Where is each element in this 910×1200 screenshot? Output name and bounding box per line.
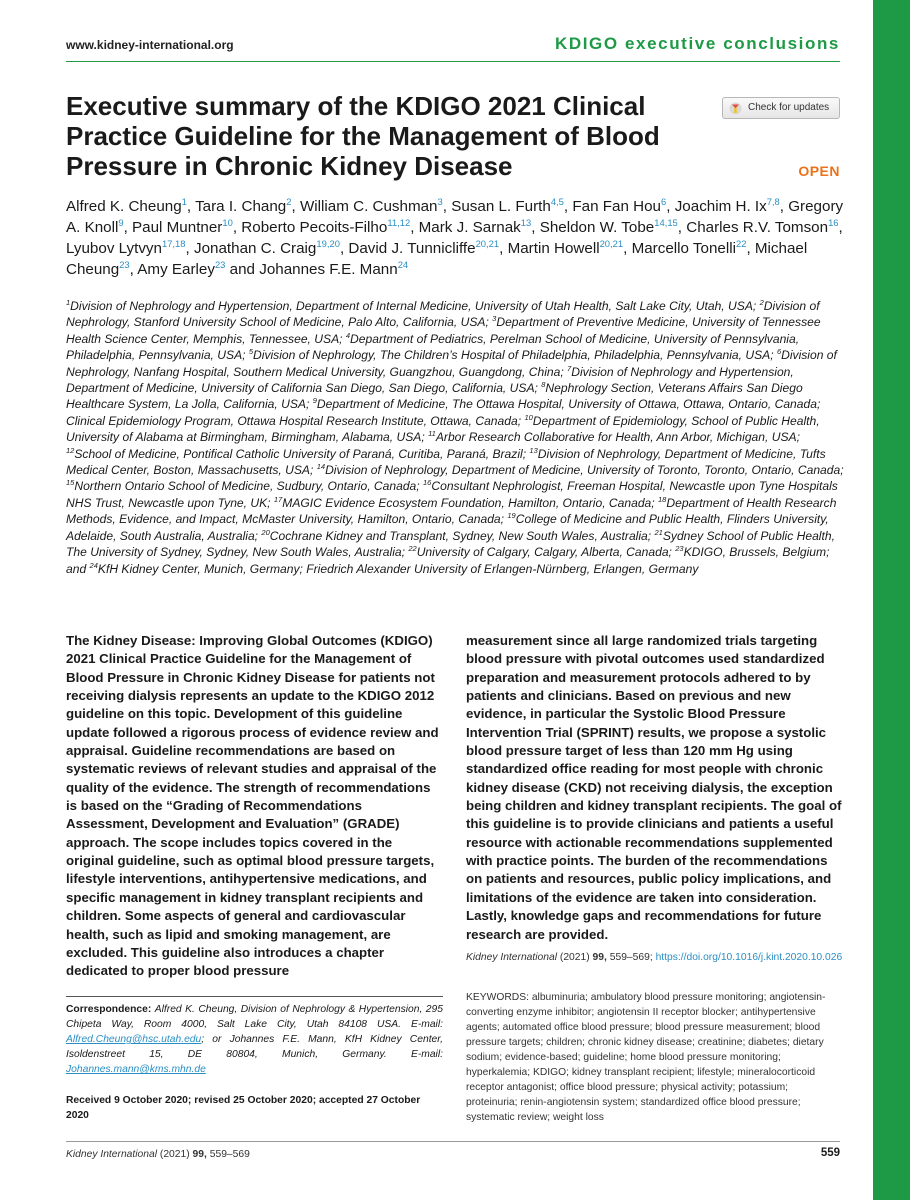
affiliation-text: Department of Epidemiology, School of Public Health, University of Alabama at Birmingham, Birmingham, Alabama, USA; <box>66 413 820 445</box>
author-name: David J. Tunnicliffe <box>348 240 476 257</box>
affiliation-number: 13 <box>529 445 538 455</box>
affiliation-text: Sydney School of Public Health, The University of Sydney, Sydney, New South Wales, Australia; <box>66 528 835 560</box>
affiliation-number: 23 <box>675 544 684 554</box>
author-name: Martin Howell <box>507 240 600 257</box>
author-affiliation-ref[interactable]: 16 <box>828 216 839 228</box>
author-name: Roberto Pecoits-Filho <box>241 219 388 236</box>
correspondence-text-2: ; or Johannes F.E. Mann, KfH Kidney Center, Isoldenstreet 15, DE 80804, Munich, Germany. E-mail: <box>66 1034 443 1061</box>
author-conjunction: and <box>229 261 255 278</box>
author-name: Marcello Tonelli <box>631 240 736 257</box>
affiliation-text: Cochrane Kidney and Transplant, Sydney, New South Wales, Australia; <box>269 528 655 543</box>
footer-volume: 99, <box>192 1149 207 1160</box>
footer-divider <box>66 1141 840 1142</box>
email-link-cheung[interactable]: Alfred.Cheung@hsc.utah.edu <box>66 1034 202 1046</box>
author-affiliation-ref[interactable]: 1 <box>181 195 187 207</box>
author-name: William C. Cushman <box>299 198 438 215</box>
abstract-col-1: The Kidney Disease: Improving Global Outcomes (KDIGO) 2021 Clinical Practice Guideline for the Management of Blood Pressure in Chronic Kidney Disease for patients not receiving dialysis represents an update to the KDIGO 2012 guideline on this topic. Development of this guideline update followed a rigorous process of evidence review and appraisal. Guideline recommendations are based on systematic reviews of relevant studies and appraisal of the quality of the evidence. The strength of recommendations is based on the “Grading of Recommendations Assessment, Development and Evaluation” (GRADE) approach. The scope includes topics covered in the original guideline, such as optimal blood pressure targets, lifestyle interventions, antihypertensive medications, and specific management in kidney transplant recipients and children. Some aspects of general and cardiovascular health, such as lipid and smoking management, are excluded. This guideline also introduces a chapter dedicated to proper blood pressure <box>66 633 439 979</box>
affiliation-number: 17 <box>273 494 283 504</box>
author-name: Fan Fan Hou <box>572 198 662 215</box>
section-color-bar <box>873 0 910 1200</box>
affiliation-text: College of Medicine and Public Health, Flinders University, Adelaide, South Australia, Australia; <box>66 512 829 543</box>
affiliation-text: Consultant Nephrologist, Freeman Hospital, Newcastle upon Tyne Hospitals NHS Trust, Newcastle upon Tyne, UK; <box>66 479 838 510</box>
affiliation-text: Division of Nephrology and Hypertension, Department of Internal Medicine, University of Utah Health, Salt Lake City, Utah, USA; <box>70 299 760 313</box>
footer-journal: Kidney International <box>66 1149 158 1160</box>
citation-year: (2021) <box>559 952 590 963</box>
author-affiliation-ref[interactable]: 19,20 <box>316 237 340 249</box>
author-affiliation-ref[interactable]: 3 <box>437 195 443 207</box>
author-name: Susan L. Furth <box>451 198 551 215</box>
correspondence <box>66 1002 443 1077</box>
article-title: Executive summary of the KDIGO 2021 Clinical Practice Guideline for the Management of Blood Pressure in Chronic Kidney Disease <box>66 91 660 181</box>
abstract-col-2: measurement since all large randomized trials targeting blood pressure with pivotal outcomes used standardized preparation and measurement protocols adhered to by patients and clinicians. Based on previous and new evidence, in particular the Systolic Blood Pressure Intervention Trial (SPRINT) results, we propose a systolic blood pressure target of less than 120 mm Hg using standardized office reading for most people with chronic kidney disease (CKD) not receiving dialysis, the exception being children and kidney transplant recipients. The goal of this guideline is to provide clinicians and patients a useful resource with actionable recommendations supplemented with practice points. The burden of the recommendations on patients and resources, public policy implications, and limitations of the evidence are taken into consideration. Lastly, knowledge gaps and recommendations for future research are provided. <box>466 633 842 942</box>
journal-url[interactable]: www.kidney-international.org <box>66 38 234 52</box>
correspondence-label: Correspondence: <box>66 1004 152 1015</box>
author-affiliation-ref[interactable]: 13 <box>520 216 532 228</box>
affiliation-number: 9 <box>312 396 317 406</box>
citation-volume: 99, <box>592 952 607 963</box>
affiliation-number: 20 <box>261 527 270 537</box>
check-for-updates-label: Check for updates <box>748 102 830 113</box>
affiliation-text: University of Calgary, Calgary, Alberta, Canada; <box>416 545 676 560</box>
author-name: Mark J. Sarnak <box>418 219 521 236</box>
affiliation-number: 14 <box>316 462 326 472</box>
crossmark-icon <box>729 102 742 115</box>
footer-citation <box>66 1149 250 1160</box>
author-name: Johannes F.E. Mann <box>259 261 398 278</box>
affiliation-text: KfH Kidney Center, Munich, Germany; Friedrich Alexander University of Erlangen-Nürnberg, Erlangen, Germany <box>97 561 699 576</box>
author-name: Amy Earley <box>137 261 215 278</box>
affiliation-number: 12 <box>66 445 75 455</box>
affiliation-number: 1 <box>66 297 71 307</box>
author-affiliation-ref[interactable]: 7,8 <box>766 195 780 207</box>
author-affiliation-ref[interactable]: 6 <box>661 195 667 207</box>
affiliation-text: Arbor Research Collaborative for Health, Ann Arbor, Michigan, USA; <box>435 430 800 445</box>
footer-year: (2021) <box>159 1149 190 1160</box>
affiliations <box>66 298 844 577</box>
affiliation-text: Division of Nephrology, Stanford University School of Medicine, Palo Alto, California, USA; <box>66 299 820 330</box>
affiliation-text: Division of Nephrology, Department of Medicine, University of Toronto, Toronto, Ontario, Canada; <box>325 463 844 478</box>
open-access-badge: OPEN <box>798 163 840 179</box>
author-affiliation-ref[interactable]: 14,15 <box>654 216 678 228</box>
citation-pages: 559–569; <box>609 952 653 963</box>
citation <box>466 950 844 965</box>
affiliation-text: Northern Ontario School of Medicine, Sudbury, Ontario, Canada; <box>74 479 424 494</box>
affiliation-number: 15 <box>66 478 75 488</box>
section-label: KDIGO executive conclusions <box>554 34 840 53</box>
email-link-mann[interactable]: Johannes.mann@kms.mhn.de <box>66 1064 206 1076</box>
affiliation-number: 8 <box>541 380 546 389</box>
affiliation-number: 22 <box>408 544 417 554</box>
author-name: Sheldon W. Tobe <box>539 219 655 236</box>
author-name: Jonathan C. Craig <box>193 240 317 257</box>
author-name: Charles R.V. Tomson <box>686 219 829 236</box>
header-divider <box>66 61 840 62</box>
author-name: Joachim H. Ix <box>674 198 767 215</box>
footer-pages: 559–569 <box>209 1149 250 1160</box>
affiliation-text: Department of Health Research Methods, Evidence, and Impact, McMaster University, Hamilton, Ontario, Canada; <box>66 495 837 527</box>
affiliation-text: Department of Medicine, The Ottawa Hospital, University of Ottawa, Ottawa, Ontario, Canada; Clinical Epidemiology Program, Ottawa Hospital Research Institute, Ottawa, Canada; <box>66 397 821 428</box>
author-name: Alfred K. Cheung <box>66 198 182 215</box>
affiliation-number: 6 <box>776 347 782 357</box>
author-name: Tara I. Chang <box>195 198 287 215</box>
author-affiliation-ref[interactable]: 9 <box>118 216 124 228</box>
citation-journal: Kidney International <box>466 952 558 963</box>
affiliation-text: Nephrology Section, Veterans Affairs San Diego Healthcare System, La Jolla, California, USA; <box>66 381 803 412</box>
affiliation-number: 4 <box>345 330 351 340</box>
affiliation-number: 11 <box>428 429 436 439</box>
author-affiliation-ref[interactable]: 24 <box>397 258 409 270</box>
author-affiliation-ref[interactable]: 17,18 <box>161 237 186 249</box>
author-affiliation-ref[interactable]: 4,5 <box>550 195 564 207</box>
affiliation-number: 19 <box>507 511 516 521</box>
affiliation-text: Division of Nephrology, Nanfang Hospital, Southern Medical University, Guangzhou, Guangdong, China; <box>66 348 837 379</box>
author-name: Paul Muntner <box>132 219 223 236</box>
check-for-updates-button[interactable] <box>722 97 840 119</box>
affiliation-text: MAGIC Evidence Ecosystem Foundation, Hamilton, Ontario, Canada; <box>282 495 659 510</box>
author-name: Michael Cheung <box>66 240 808 278</box>
affiliation-number: 7 <box>567 363 572 373</box>
author-affiliation-ref[interactable]: 10 <box>222 216 233 228</box>
author-affiliation-ref[interactable]: 22 <box>735 237 747 249</box>
affiliation-number: 10 <box>524 412 533 422</box>
author-affiliation-ref[interactable]: 20,21 <box>599 237 624 249</box>
author-affiliation-ref[interactable]: 2 <box>286 195 292 207</box>
affiliation-text: Division of Nephrology, Department of Medicine, Tufts Medical Center, Boston, Massachusetts, USA; <box>66 446 826 478</box>
author-affiliation-ref[interactable]: 20,21 <box>475 237 500 249</box>
affiliation-text: Department of Preventive Medicine, University of Tennessee Health Science Center, Memphis, Tennessee, USA; <box>66 315 821 346</box>
page-number: 559 <box>820 1147 840 1159</box>
keywords <box>466 990 842 1125</box>
author-affiliation-ref[interactable]: 23 <box>214 258 226 270</box>
author-list: Alfred K. Cheung$^1$, Tara I. Chang$^2$, William C. Cushman$^3$, Susan L. Furth$^{4,5}$, Fan Fan Hou$^6$, Joachim H. Ix$^{7,8}$, Gregory A. Knoll$^9$, Paul Muntner$^{10}$, Roberto Pecoits-Filho$^{11,12}$, Mark J. Sarnak$^{13}$, Sheldon W. Tobe$^{14,15}$, Charles R.V. Tomson$^{16}$, Lyubov Lytvyn$^{17,18}$, Jonathan C. Craig$^{19,20}$, David J. Tunnicliffe$^{20,21}$, Martin Howell$^{20,21}$, Marcello Tonelli$^{22}$, Michael Cheung$^{23}$, Amy Earley$^{23}$ and Johannes F.E. Mann$^{24}$ <box>66 195 844 278</box>
affiliation-text: Division of Nephrology, The Children’s Hospital of Philadelphia, Philadelphia, Pennsylvania, USA; <box>253 348 777 363</box>
author-name: Lyubov Lytvyn <box>66 240 162 257</box>
doi-link[interactable]: https://doi.org/10.1016/j.kint.2020.10.026 <box>655 952 843 963</box>
affiliation-number: 3 <box>492 314 497 324</box>
affiliation-number: 18 <box>658 494 667 504</box>
author-affiliation-ref[interactable]: 11,12 <box>387 216 411 228</box>
affiliation-text: Department of Pediatrics, Perelman School of Medicine, University of Pennsylvania, Philadelphia, Pennsylvania, USA; <box>66 331 800 363</box>
author-affiliation-ref[interactable]: 23 <box>119 258 130 270</box>
keywords-text: albuminuria; ambulatory blood pressure monitoring; angiotensin-converting enzyme inhibitor; angiotensin II receptor blocker; antihypertensive agents; automated office blood pressure; blood pressure measurement; blood pressure targets; children; chronic kidney disease; creatinine; diabetes; dietary sodium; evidence-based; guideline; home blood pressure monitoring; hyperkalemia; KDIGO; kidney transplant recipient; lifestyle; mineralocorticoid receptor antagonist; office blood pressure; physical activity; potassium; proteinuria; renin-angiotensin system; standardized office blood pressure; systematic review; weight loss <box>466 992 826 1124</box>
affiliation-text: Division of Nephrology and Hypertension, Department of Medicine, University of California San Diego, San Diego, California, USA; <box>66 364 794 396</box>
affiliation-number: 2 <box>759 297 764 307</box>
affiliation-number: 21 <box>654 527 663 537</box>
keywords-label: KEYWORDS: <box>466 992 529 1003</box>
author-name: Gregory A. Knoll <box>66 198 844 236</box>
received-dates: Received 9 October 2020; revised 25 October 2020; accepted 27 October 2020 <box>66 1095 421 1122</box>
affiliation-number: 24 <box>89 560 98 570</box>
affiliation-number: 16 <box>423 478 432 488</box>
correspondence-divider <box>66 996 443 997</box>
affiliation-text: KDIGO, Brussels, Belgium; and <box>66 545 830 576</box>
correspondence-text-1: Alfred K. Cheung, Division of Nephrology & Hypertension, 295 Chipeta Way, Room 4000, Salt Lake City, Utah 84108 USA. E-mail: <box>66 1004 443 1031</box>
affiliation-number: 5 <box>248 347 254 357</box>
affiliation-text: School of Medicine, Pontifical Catholic University of Paraná, Curitiba, Paraná, Brazil; <box>74 446 530 461</box>
